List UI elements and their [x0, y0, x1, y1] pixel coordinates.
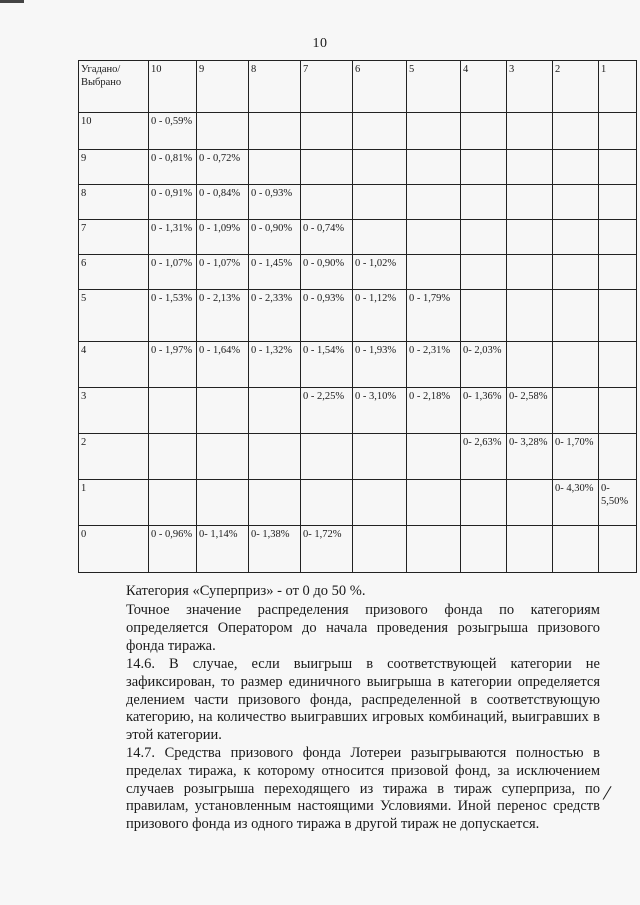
row-label: 0	[79, 526, 149, 573]
table-row	[79, 342, 637, 388]
table-cell: 0 - 1,12%	[353, 290, 407, 342]
table-cell: 0- 1,72%	[301, 526, 353, 573]
table-cell	[599, 526, 637, 573]
table-cell: 0 - 1,97%	[149, 342, 197, 388]
table-cell: 0- 3,28%	[507, 434, 553, 480]
table-cell	[507, 255, 553, 290]
table-cell	[197, 113, 249, 150]
table-cell	[353, 113, 407, 150]
table-cell	[599, 342, 637, 388]
page-number: 10	[312, 36, 328, 51]
table-cell: 0- 4,30%	[553, 480, 599, 526]
table-cell: 0- 1,14%	[197, 526, 249, 573]
table-row	[79, 220, 637, 255]
table-cell	[507, 150, 553, 185]
column-header: 1	[599, 61, 637, 113]
table-cell: 0- 1,36%	[461, 388, 507, 434]
table-cell	[407, 113, 461, 150]
table-cell: 0 - 0,93%	[301, 290, 353, 342]
table-cell	[407, 480, 461, 526]
table-cell	[599, 150, 637, 185]
table-cell	[461, 480, 507, 526]
table-cell	[301, 434, 353, 480]
row-label: 10	[79, 113, 149, 150]
table-cell: 0 - 2,25%	[301, 388, 353, 434]
table-row	[79, 150, 637, 185]
paragraph-14-6: 14.6. В случае, если выигрыш в соответствующей категории не зафиксирован, то размер единичного выигрыша в категории определяется делением части призового фонда, распределенной в соответствующую категорию, на количество выигравших игровых комбинаций, выигравших в этой категории.	[126, 656, 600, 744]
table-cell	[407, 255, 461, 290]
table-cell: 0 - 0,74%	[301, 220, 353, 255]
table-cell	[249, 150, 301, 185]
table-cell: 0 - 1,54%	[301, 342, 353, 388]
table-cell	[461, 255, 507, 290]
row-label: 3	[79, 388, 149, 434]
table-cell	[407, 434, 461, 480]
column-header: 4	[461, 61, 507, 113]
table-cell: 0 - 2,13%	[197, 290, 249, 342]
table-cell: 0- 2,63%	[461, 434, 507, 480]
table-cell	[599, 434, 637, 480]
superprize-line: Категория «Суперприз» - от 0 до 50 %.	[126, 583, 366, 599]
table-cell: 0 - 0,93%	[249, 185, 301, 220]
row-label: 8	[79, 185, 149, 220]
table-cell	[553, 113, 599, 150]
table-row	[79, 255, 637, 290]
table-cell: 0 - 0,81%	[149, 150, 197, 185]
scan-artifact-mark	[0, 0, 24, 3]
table-cell	[599, 185, 637, 220]
table-row	[79, 434, 637, 480]
column-header: 2	[553, 61, 599, 113]
table-cell	[249, 480, 301, 526]
table-cell	[353, 150, 407, 185]
table-cell	[353, 434, 407, 480]
table-cell: 0 - 1,07%	[197, 255, 249, 290]
table-cell: 0 - 1,93%	[353, 342, 407, 388]
table-cell: 0 - 3,10%	[353, 388, 407, 434]
table-cell	[599, 255, 637, 290]
table-cell: 0- 1,70%	[553, 434, 599, 480]
table-cell	[461, 526, 507, 573]
table-cell: 0 - 1,53%	[149, 290, 197, 342]
table-cell: 0 - 0,90%	[301, 255, 353, 290]
table-cell: 0 - 1,09%	[197, 220, 249, 255]
table-cell	[149, 388, 197, 434]
table-cell: 0- 2,03%	[461, 342, 507, 388]
row-label: 4	[79, 342, 149, 388]
table-cell	[507, 526, 553, 573]
table-row	[79, 290, 637, 342]
table-cell	[249, 388, 301, 434]
table-cell	[353, 480, 407, 526]
table-cell	[553, 220, 599, 255]
table-cell: 0 - 0,59%	[149, 113, 197, 150]
table-cell	[407, 150, 461, 185]
table-cell	[553, 342, 599, 388]
table-row	[79, 526, 637, 573]
table-cell	[599, 388, 637, 434]
table-cell: 0- 2,58%	[507, 388, 553, 434]
table-row	[79, 113, 637, 150]
table-cell	[407, 220, 461, 255]
table-cell: 0 - 2,31%	[407, 342, 461, 388]
table-cell	[407, 526, 461, 573]
table-cell	[507, 220, 553, 255]
table-cell	[407, 185, 461, 220]
table-cell: 0 - 0,84%	[197, 185, 249, 220]
table-cell	[197, 388, 249, 434]
table-cell	[301, 480, 353, 526]
table-cell	[599, 113, 637, 150]
table-cell	[197, 480, 249, 526]
table-cell	[599, 220, 637, 255]
table-cell	[353, 526, 407, 573]
row-label: 7	[79, 220, 149, 255]
table-cell	[507, 113, 553, 150]
column-header: 5	[407, 61, 461, 113]
table-row	[79, 388, 637, 434]
table-cell: 0- 5,50%	[599, 480, 637, 526]
row-label: 1	[79, 480, 149, 526]
table-cell	[353, 220, 407, 255]
prize-distribution-table	[78, 60, 637, 573]
handwritten-check-mark: /	[601, 779, 613, 806]
column-header: 8	[249, 61, 301, 113]
table-cell	[249, 113, 301, 150]
table-cell: 0 - 1,64%	[197, 342, 249, 388]
table-cell	[197, 434, 249, 480]
table-cell	[461, 113, 507, 150]
table-cell	[507, 342, 553, 388]
table-cell: 0 - 1,45%	[249, 255, 301, 290]
table-cell: 0 - 1,02%	[353, 255, 407, 290]
table-cell	[461, 290, 507, 342]
table-cell: 0- 1,38%	[249, 526, 301, 573]
table-cell	[149, 434, 197, 480]
table-row	[79, 480, 637, 526]
row-label: 9	[79, 150, 149, 185]
table-cell	[461, 150, 507, 185]
table-cell	[461, 220, 507, 255]
table-cell: 0 - 2,33%	[249, 290, 301, 342]
table-cell	[507, 185, 553, 220]
table-cell	[553, 150, 599, 185]
paragraph-14-7: 14.7. Средства призового фонда Лотереи разыгрываются полностью в пределах тиража, к которому относится призовой фонд, за исключением случаев розыгрыша переходящего из тиража в тираж суперприза, по правилам, установленным настоящими Условиями. Иной перенос средств призового фонда из одного тиража в другой тираж не допускается.	[126, 745, 600, 833]
row-label: 2	[79, 434, 149, 480]
row-label: 5	[79, 290, 149, 342]
table-cell: 0 - 1,79%	[407, 290, 461, 342]
table-cell: 0 - 2,18%	[407, 388, 461, 434]
table-cell	[553, 255, 599, 290]
table-cell	[553, 185, 599, 220]
table-header-row	[79, 61, 637, 113]
table-cell	[507, 290, 553, 342]
table-cell: 0 - 0,91%	[149, 185, 197, 220]
table-cell	[553, 526, 599, 573]
table-cell	[249, 434, 301, 480]
table-cell	[149, 480, 197, 526]
header-row-label: Угадано/ Выбрано	[79, 61, 149, 113]
table-row	[79, 185, 637, 220]
table-cell: 0 - 1,31%	[149, 220, 197, 255]
table-cell	[599, 290, 637, 342]
table-cell: 0 - 0,96%	[149, 526, 197, 573]
column-header: 6	[353, 61, 407, 113]
column-header: 10	[149, 61, 197, 113]
table-cell	[301, 150, 353, 185]
table-cell: 0 - 0,72%	[197, 150, 249, 185]
table-cell: 0 - 0,90%	[249, 220, 301, 255]
table-cell	[461, 185, 507, 220]
exact-value-paragraph: Точное значение распределения призового фонда по категориям определяется Оператором до начала проведения розыгрыша призового фонда тиража.	[126, 602, 600, 654]
table-cell	[301, 113, 353, 150]
table-cell	[553, 290, 599, 342]
table-cell: 0 - 1,32%	[249, 342, 301, 388]
table-cell	[507, 480, 553, 526]
row-label: 6	[79, 255, 149, 290]
table-cell	[301, 185, 353, 220]
column-header: 9	[197, 61, 249, 113]
table-cell	[553, 388, 599, 434]
column-header: 7	[301, 61, 353, 113]
table-cell	[353, 185, 407, 220]
column-header: 3	[507, 61, 553, 113]
table-cell: 0 - 1,07%	[149, 255, 197, 290]
